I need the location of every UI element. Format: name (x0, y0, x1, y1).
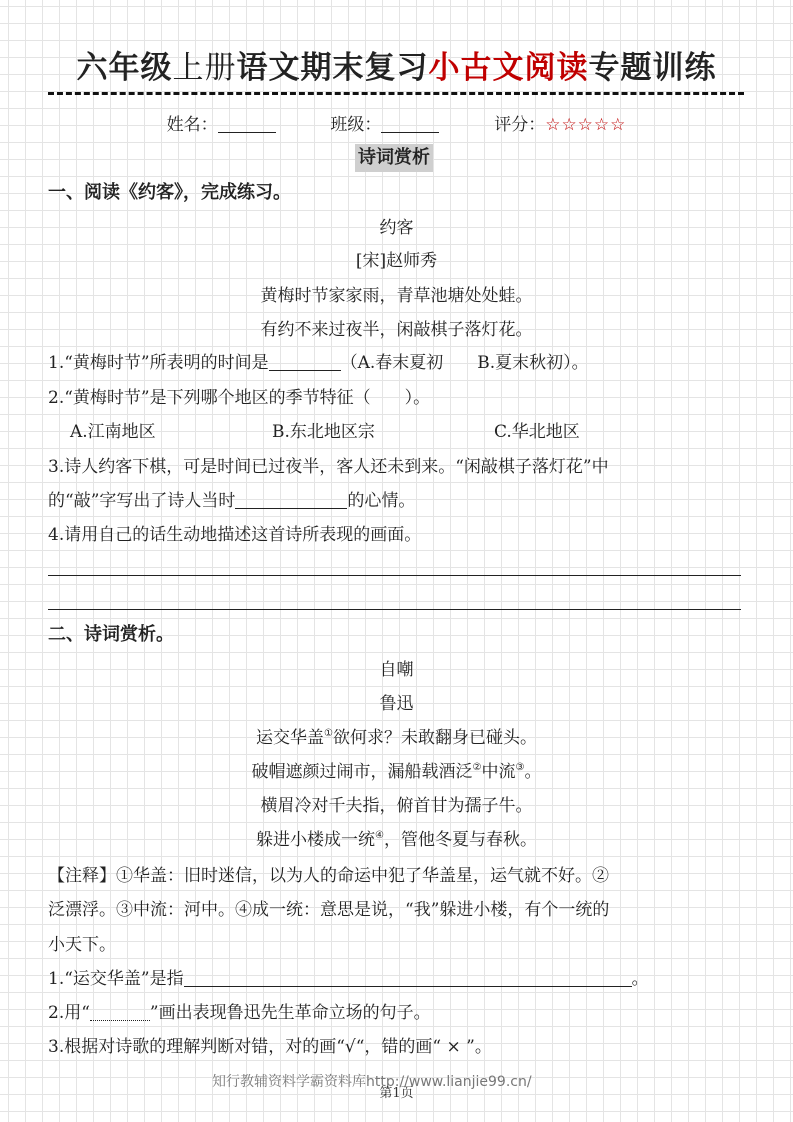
poem2-line4: 躲进小楼成一统④，管他冬夏与春秋。 (256, 830, 537, 850)
s2-question2: 2.用“ ”画出表现鲁迅先生革命立场的句子。 (48, 1003, 431, 1023)
name-label: 姓名： (166, 115, 218, 135)
s1-answer-line-2[interactable] (48, 609, 741, 610)
s2-question1: 1.“运交华盖”是指 。 (48, 969, 649, 989)
s1-q2-option-b: B.东北地区宗 (272, 422, 375, 442)
poem1-line1: 黄梅时节家家雨，青草池塘处处蛙。 (260, 286, 533, 306)
annotation-line3: 小天下。 (48, 935, 116, 955)
section2-heading: 二、诗词赏析。 (48, 624, 174, 645)
poem1-line2: 有约不来过夜半，闲敲棋子落灯花。 (260, 320, 533, 340)
s1-q1-text: 1.“黄梅时节”所表明的时间是 (48, 353, 269, 373)
score-label: 评分： (494, 115, 546, 135)
s1-q3-answer-blank[interactable] (235, 490, 347, 509)
s1-question1 (48, 348, 589, 373)
title-part-training: 专题训练 (588, 50, 717, 86)
footer-watermark: 知行教辅资料学霸资料库http://www.lianjie99.cn/ (212, 1074, 532, 1090)
s1-q2-option-a: A.江南地区 (70, 422, 156, 442)
s1-answer-line-1[interactable] (48, 575, 741, 576)
title-part-topic: 小古文阅读 (428, 50, 589, 86)
page-number: 第1页 (379, 1086, 414, 1101)
s1-question2: 2.“黄梅时节”是下列哪个地区的季节特征（ ）。 (48, 388, 431, 408)
poem2-line2: 破帽遮颜过闹市，漏船载酒泛②中流③。 (251, 762, 542, 782)
section1-heading: 一、阅读《约客》，完成练习。 (48, 182, 291, 203)
student-info-row (0, 110, 793, 135)
annotation-line1: 【注释】①华盖：旧时迷信，以为人的命运中犯了华盖星，运气就不好。② (48, 866, 609, 886)
title-part-volume: 上册 (172, 50, 237, 86)
title-part-grade: 六年级 (76, 50, 173, 86)
s1-q1-options: （A.春末夏初 B.夏末秋初）。 (340, 353, 589, 373)
poem2-line1: 运交华盖①欲何求？未敢翻身已碰头。 (256, 728, 537, 748)
class-label: 班级： (330, 115, 382, 135)
poem2-line3: 横眉冷对千夫指，俯首甘为孺子牛。 (260, 796, 533, 816)
poem1-author: [宋]赵师秀 (355, 251, 438, 271)
s2-question3: 3.根据对诗歌的理解判断对错，对的画“√“，错的画“ × ”。 (48, 1037, 492, 1057)
poem2-author: 鲁迅 (379, 694, 414, 714)
s2-q2-line-sample (90, 1002, 150, 1021)
poem2-title: 自嘲 (379, 660, 414, 680)
s2-q1-answer-blank[interactable] (184, 968, 632, 987)
page-title (0, 42, 793, 87)
class-blank[interactable] (381, 116, 439, 133)
s1-question3-line1: 3.诗人约客下棋，可是时间已过夜半，客人还未到来。“闲敲棋子落灯花”中 (48, 457, 609, 477)
score-stars[interactable]: ☆☆☆☆☆ (545, 115, 627, 135)
title-divider (48, 92, 744, 95)
s1-question4: 4.请用自己的话生动地描述这首诗所表现的画面。 (48, 525, 422, 545)
name-blank[interactable] (218, 116, 276, 133)
annotation-line2: 泛漂浮。③中流：河中。④成一统：意思是说，“我”躲进小楼，有个一统的 (48, 900, 610, 920)
s1-question3-line2: 的“敲”字写出了诗人当时 的心情。 (48, 491, 416, 511)
poem1-title: 约客 (379, 218, 414, 238)
s1-q2-option-c: C.华北地区 (494, 422, 580, 442)
title-part-subject: 语文期末复习 (236, 50, 429, 86)
section-badge: 诗词赏析 (355, 144, 433, 172)
s1-q1-answer-blank[interactable] (269, 352, 341, 371)
